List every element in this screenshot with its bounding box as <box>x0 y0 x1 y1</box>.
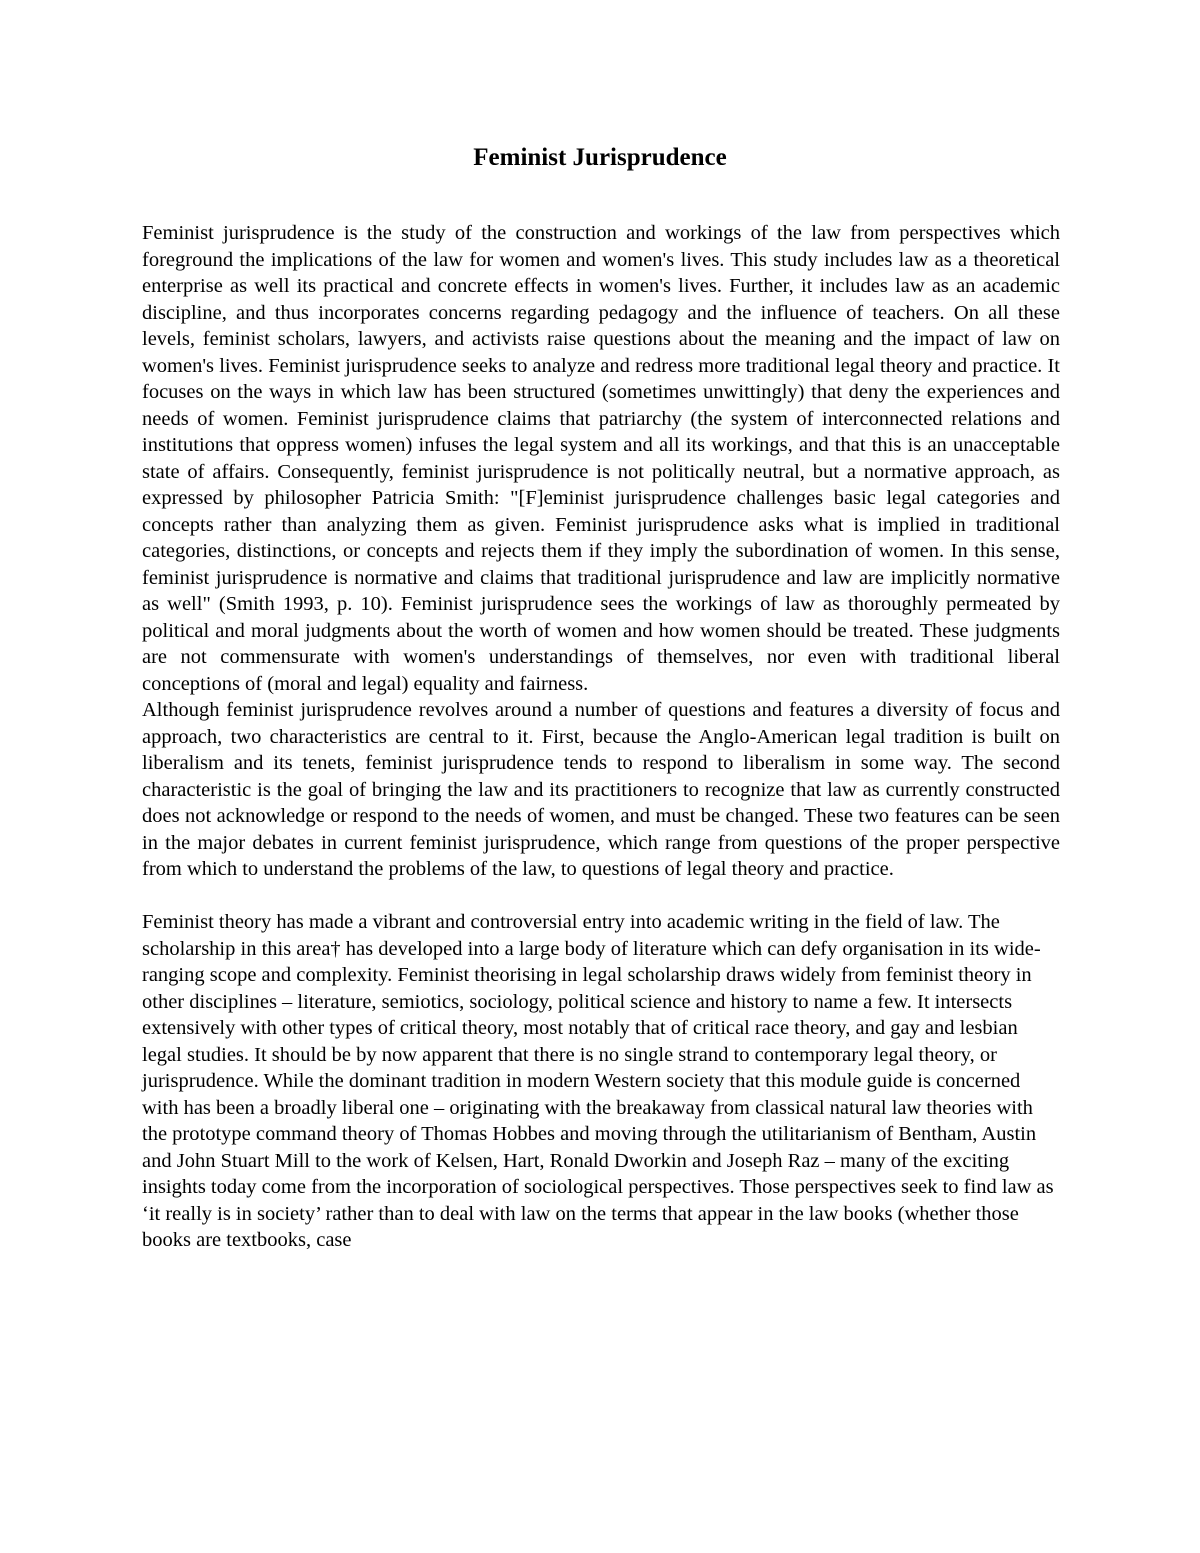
paragraph-1: Feminist jurisprudence is the study of the construction and workings of the law from perspectives which foreground the implications of the law for women and women's lives. This study includes law as a theoretical enterprise as well its practical and concrete effects in women's lives. Further, it includes law as an academic discipline, and thus incorporates concerns regarding pedagogy and the influence of teachers. On all these levels, feminist scholars, lawyers, and activists raise questions about the meaning and the impact of law on women's lives. Feminist jurisprudence seeks to analyze and redress more traditional legal theory and practice. It focuses on the ways in which law has been structured (sometimes unwittingly) that deny the experiences and needs of women. Feminist jurisprudence claims that patriarchy (the system of interconnected relations and institutions that oppress women) infuses the legal system and all its workings, and that this is an unacceptable state of affairs. Consequently, feminist jurisprudence is not politically neutral, but a normative approach, as expressed by philosopher Patricia Smith: "[F]eminist jurisprudence challenges basic legal categories and concepts rather than analyzing them as given. Feminist jurisprudence asks what is implied in traditional categories, distinctions, or concepts and rejects them if they imply the subordination of women. In this sense, feminist jurisprudence is normative and claims that traditional jurisprudence and law are implicitly normative as well" (Smith 1993, p. 10). Feminist jurisprudence sees the workings of law as thoroughly permeated by political and moral judgments about the worth of women and how women should be treated. These judgments are not commensurate with women's understandings of themselves, nor even with traditional liberal conceptions of (moral and legal) equality and fairness. <box>142 222 1060 695</box>
paragraph-2: Although feminist jurisprudence revolves around a number of questions and features a diversity of focus and approach, two characteristics are central to it. First, because the Anglo-American legal tradition is built on liberalism and its tenets, feminist jurisprudence tends to respond to liberalism in some way. The second characteristic is the goal of bringing the law and its practitioners to recognize that law as currently constructed does not acknowledge or respond to the needs of women, and must be changed. These two features can be seen in the major debates in current feminist jurisprudence, which range from questions of the proper perspective from which to understand the problems of the law, to questions of legal theory and practice. <box>142 699 1060 880</box>
document-body <box>142 220 1060 1254</box>
paragraph-3: Feminist theory has made a vibrant and controversial entry into academic writing in the field of law. The scholarship in this area† has developed into a large body of literature which can defy organisation in its wide-ranging scope and complexity. Feminist theorising in legal scholarship draws widely from feminist theory in other disciplines – literature, semiotics, sociology, political science and history to name a few. It intersects extensively with other types of critical theory, most notably that of critical race theory, and gay and lesbian legal studies. It should be by now apparent that there is no single strand to contemporary legal theory, or jurisprudence. While the dominant tradition in modern Western society that this module guide is concerned with has been a broadly liberal one – originating with the breakaway from classical natural law theories with the prototype command theory of Thomas Hobbes and moving through the utilitarianism of Bentham, Austin and John Stuart Mill to the work of Kelsen, Hart, Ronald Dworkin and Joseph Raz – many of the exciting insights today come from the incorporation of sociological perspectives. Those perspectives seek to find law as ‘it really is in society’ rather than to deal with law on the terms that appear in the law books (whether those books are textbooks, case <box>142 911 1054 1251</box>
paragraph-spacer <box>142 883 1060 910</box>
document-title: Feminist Jurisprudence <box>473 144 727 171</box>
